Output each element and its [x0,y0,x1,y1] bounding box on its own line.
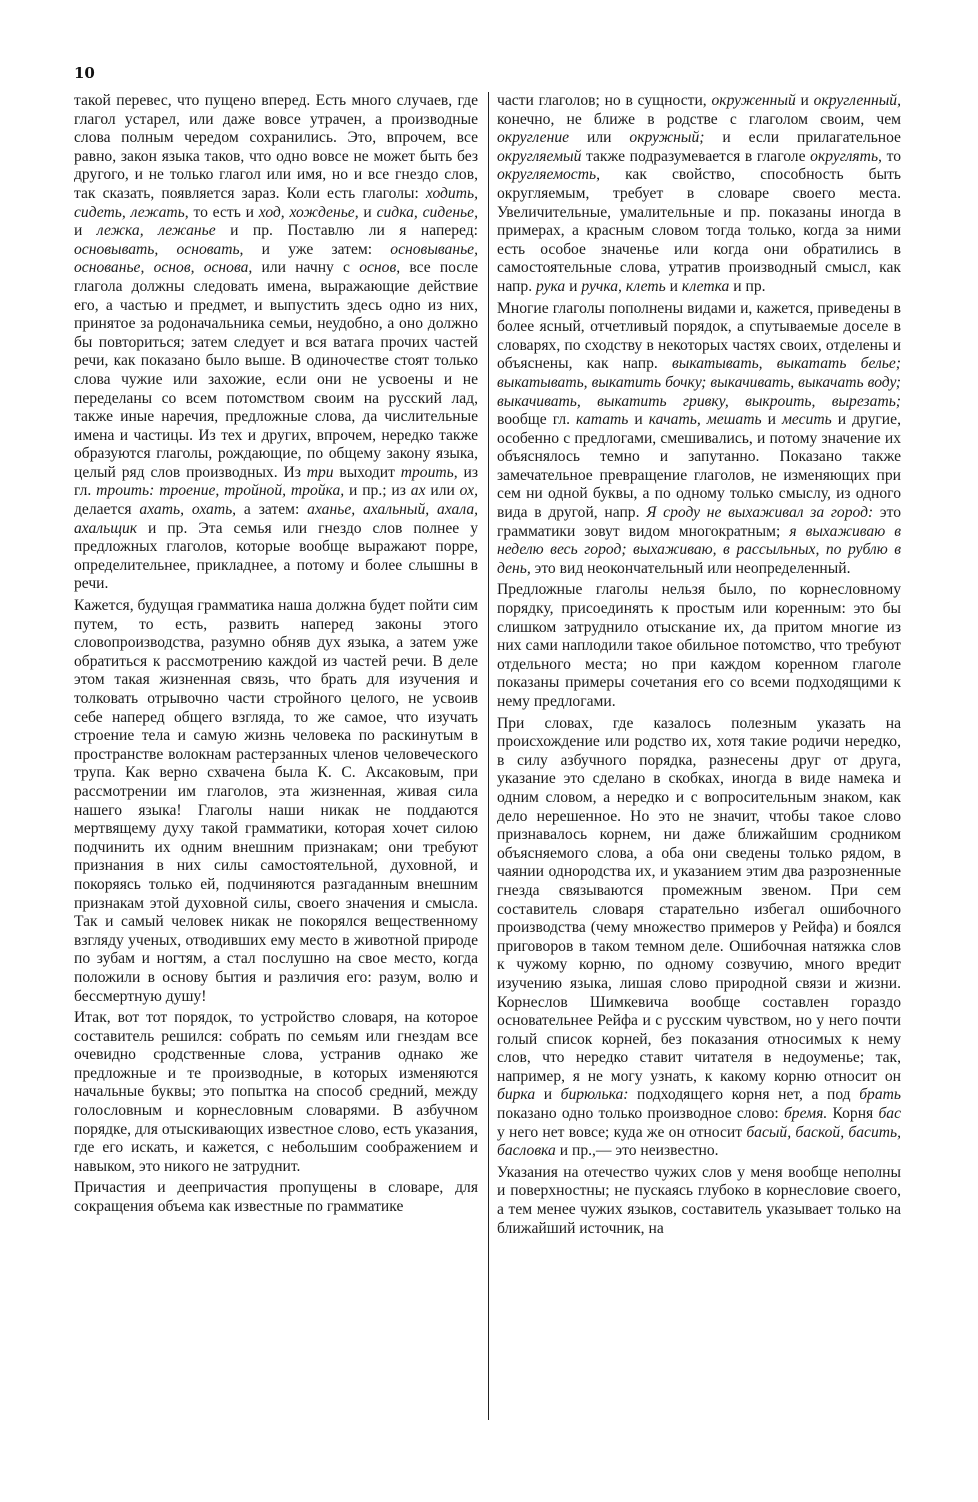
text-run: и пр. [729,277,766,295]
page-number: 10 [74,64,95,82]
italic-term: клетка [681,277,730,295]
italic-term: округляемость, [497,166,600,184]
italic-term: выкатывать, выкатать белье; выкатывать, выкатить бочку; выкачивать, выкачать воду; выкачивать, выкатить гривку, выкроить, вырезать; [497,355,901,410]
text-run: все после глагола должны следовать имена, выражающие действие его, а частью и предмет, и выпустить здесь одно из них, принятое за родоначальника семьи, неудобно, а оно должно бы повториться; затем следует и вся ватага прочих частей речи, как показано было выше. В одиночестве стоят только слова чужие или захожие, если они не усвоены и не переделаны со всем потомством своим на русский лад, также иные наречия, предложные слова, да числительные имена и частицы. Из тех и других, впрочем, нередко также образуются глаголы, рождающие, по общему закону языка, целый ряд слов производных. Из [74,259,478,481]
text-run: Многие глаголы пополнены видами и, кажется, приведены в более ясный, отчетливый порядок, а спутываемые доселе в словарях, по сходству в некоторых частях своих, отделены и объяснены, как напр. [497,299,901,373]
italic-term: рука [536,277,566,295]
italic-term: басый, баской, басить, басловка [497,1123,901,1160]
text-run: и [74,222,97,240]
text-run: также подразумевается в глаголе [581,147,811,165]
text-run: Итак, вот тот порядок, то устройство словаря, на которое составитель решился: собрать по семьям или гнездам все очевидно сродственные слова, устранив однако же предложные и те производные, в которых изменяются начальные буквы; это попытка на способ средний, между голословным и корнесловным словарями. В азбучном порядке, для отыскивающих известное слово, есть указания, где его искать, и кажется, с небольшим соображением и навыком, это никого не затруднит. [74,1009,478,1175]
paragraph [497,1164,901,1238]
italic-term: бирюлька: [560,1086,629,1104]
italic-term: окружный; [629,129,705,147]
text-run: или начну с [252,259,360,277]
text-run: и [795,92,814,109]
italic-term: округляемый [497,147,582,165]
text-run: и пр.; из [344,482,411,500]
text-run: При словах, где казалось полезным указать на происхождение или родство их, хотя такие родичи нередко, в силу азбучного порядка, разнесены друг от друга, указание это сделано в скобках, иногда в виде намека и одним словом, а нередко и с вопросительным знаком, как дело нерешенное. Но это не значит, чтобы такое слово признавалось корнем, ни даже ближайшим сродником объясняемого слова, а оба они сведены только рядом, в чаянии однородства их, и указанием этим два разрозненные гнезда связываются промежным звеном. При сем составитель словаря старательно избегал ошибочного производства (чему множество примеров у Рейфа) и боялся приговоров в таком темном деле. Ошибочная натяжка слов к чужому корню, по одному созвучию, много вредит изучению языка, лишая слово природной связи и жизни. Корнеслов Шимкевича вообще составлен гораздо основательнее Рейфа и с русским чувством, но у него почти голый список корней, без показания относимых к нему слов, что нередко ставит читателя в недоуменье; так, например, я не могу узнать, к какому корню относит он [497,714,901,1085]
text-run: или [425,482,460,500]
text-run: части глаголов; но в сущности, [497,92,712,109]
text-run: или [569,129,630,147]
italic-term: Я сроду не выхаживал за город: [646,504,874,522]
text-run: из гл. [74,463,478,500]
italic-term: основ, [359,259,401,277]
italic-term: сидка, сиденье, [376,203,478,221]
italic-term: лежка, лежанье [96,222,216,240]
text-run: Предложные глаголы нельзя было, по корнесловному порядку, присоединять к простым или коренным: это бы слишком затруднило отыскание их, да притом многие из них сами наплодили такое обильное потомство, что требуют отдельного места; но при каждом коренном глаголе показаны примеры сочетания его со всеми подходящими к нему предлогами. [497,581,901,710]
text-run: и другие, особенно с предлогами, смешивались, и потому значение их объяснялось темно и запутанно. Показано также замечательное превращение глаголов, не изменяющих при сем ни одной буквы, а по одному только смыслу, из одного вида в другой, напр. [497,411,901,522]
text-run: и пр.,— это неизвестно. [555,1142,719,1160]
paragraph [497,715,901,1161]
paragraph [74,597,478,1006]
italic-term: округлять, [810,147,882,165]
text-run: и [535,1086,561,1104]
paragraph [74,92,478,594]
column-divider [488,92,489,1420]
text-run: и пр. Поставлю ли я наперед: [215,222,478,240]
right-column [497,92,901,1238]
paragraph [497,581,901,711]
text-run: и уже затем: [243,240,391,258]
italic-term: троить: троение, тройной, тройка, [96,482,345,500]
text-run: Указания на отечество чужих слов у меня вообще неполны и поверхностны; не пускаясь глубоко в корнесловие своего, а тем менее чужих языков, составитель указывает только на ближайший источник, на [497,1163,901,1237]
italic-term: ходить, сидеть, лежать, [74,184,478,221]
text-run: подходящего корня нет, а под [628,1086,860,1104]
italic-term: ручка, клеть [581,277,666,295]
italic-term: основывать, основать, [74,240,244,258]
italic-term: брать [859,1086,901,1104]
italic-term: округленный, [813,92,901,109]
text-run: показано одно только производное слово: [497,1105,784,1123]
text-run: такой перевес, что пущено вперед. Есть много случаев, где глагол устарел, или даже вовсе утрачен, а производные слова полным чередом сохранились. Это, впрочем, все равно, закон языка таков, что одно вовсе не может быть без другого, и не только глагол или имя, но и все гнездо слов, так сказать, появляется зараз. Коли есть глаголы: [74,92,478,202]
paragraph [497,300,901,579]
italic-term: месить [781,411,832,429]
italic-term: бирка [497,1086,536,1104]
text-run: Причастия и деепричастия пропущены в словаре, для сокращения объема как известные по грамматике [74,1179,478,1216]
italic-term: ход, хожденье, [258,203,359,221]
text-run: и [665,277,682,295]
text-run: и [565,277,582,295]
text-run: и [628,411,649,429]
paragraph [497,92,901,297]
text-run: Кажется, будущая грамматика наша должна будет пойти сим путем, то есть, развить наперед законы этого словопроизводства, разумно обняв дух языка, а затем уже обратиться к рассмотрению каждой из частей речи. В деле этом такая жизненная связь, что брать для изучения и толковать отрывочно части стройного целого, не усвоив себе наперед общего взгляда, то же самое, что изучать строение тела и самую жизнь человека по раскинутым в пространстве волокнам растерзанных членов человеческого трупа. Как верно схвачена была К. С. Аксаковым, при рассмотрении им глаголов, эта жизненная, живая сила нашего языка! Глаголы наши никак не поддаются мертвящему духу такой грамматики, которая хочет силою подчинить их одним внешним признакам; они требуют признания в них силы самостоятельной, духовной, и покоряясь только ей, подчиняются разгаданным внешним признакам этой духовной силы, своего значения и смысла. Так и самый человек никак не покорялся вещественному взгляду ученых, отводивших ему место в животной природе по зубам и ногтям, а стал послушно на свое место, когда положили в основу бытия и различия его: разум, волю и бессмертную душу! [74,597,478,1005]
paragraph [74,1009,478,1176]
text-run: делается [74,501,140,519]
italic-term: три [306,463,334,481]
italic-term: ах [410,482,426,500]
italic-term: бремя. [783,1105,828,1123]
italic-term: ох, [459,482,478,500]
italic-term: ахать, охать, [139,501,237,519]
text-run: Корня [827,1105,879,1123]
text-run: то [881,147,901,165]
italic-term: окруженный [711,92,796,109]
text-run: конечно, не ближе в родстве с глаголом своим, чем [497,110,901,128]
italic-term: катать [576,411,629,429]
italic-term: аханье, ахальный, ахала, ахальщик [74,501,479,537]
italic-term: троить, [400,463,458,481]
text-run: и [761,411,782,429]
text-run: у него нет вовсе; куда же он относит [497,1123,747,1141]
text-run: это грамматики зовут видом многократным; [497,504,901,540]
paragraph [74,1179,478,1216]
text-run: то есть и [188,203,259,221]
text-run: а затем: [236,501,308,519]
text-run: это вид неокончательный или неопределенный. [530,559,851,577]
italic-term: я выхаживаю в неделю весь город; выхаживаю, в рассыльных, по рублю в день, [497,522,902,577]
text-run: и пр. Эта семья или гнездо слов полнее у предложных глаголов, которые вообще выражают порре, определительнее, прикладнее, а потому и более слышны в речи. [74,519,478,593]
italic-term: округление [497,129,570,147]
italic-term: бас [878,1105,901,1123]
text-run: и если прилагательное [704,129,901,147]
italic-term: качать, мешать [648,411,762,429]
text-run: как свойство, способность быть округляемым, требует в словаре своего места. Увеличительные, умалительные и пр. показаны иногда в примерах, а красным словом тогда только, когда за ними есть особое значенье или когда они обратились в самостоятельные слова, утратив производный смысл, как напр. [497,166,901,295]
text-run: выходит [333,463,401,481]
left-column [74,92,478,1217]
text-run: вообще гл. [497,411,577,429]
text-run: и [358,203,377,221]
italic-term: основыванье, основанье, основ, основа, [74,240,478,277]
